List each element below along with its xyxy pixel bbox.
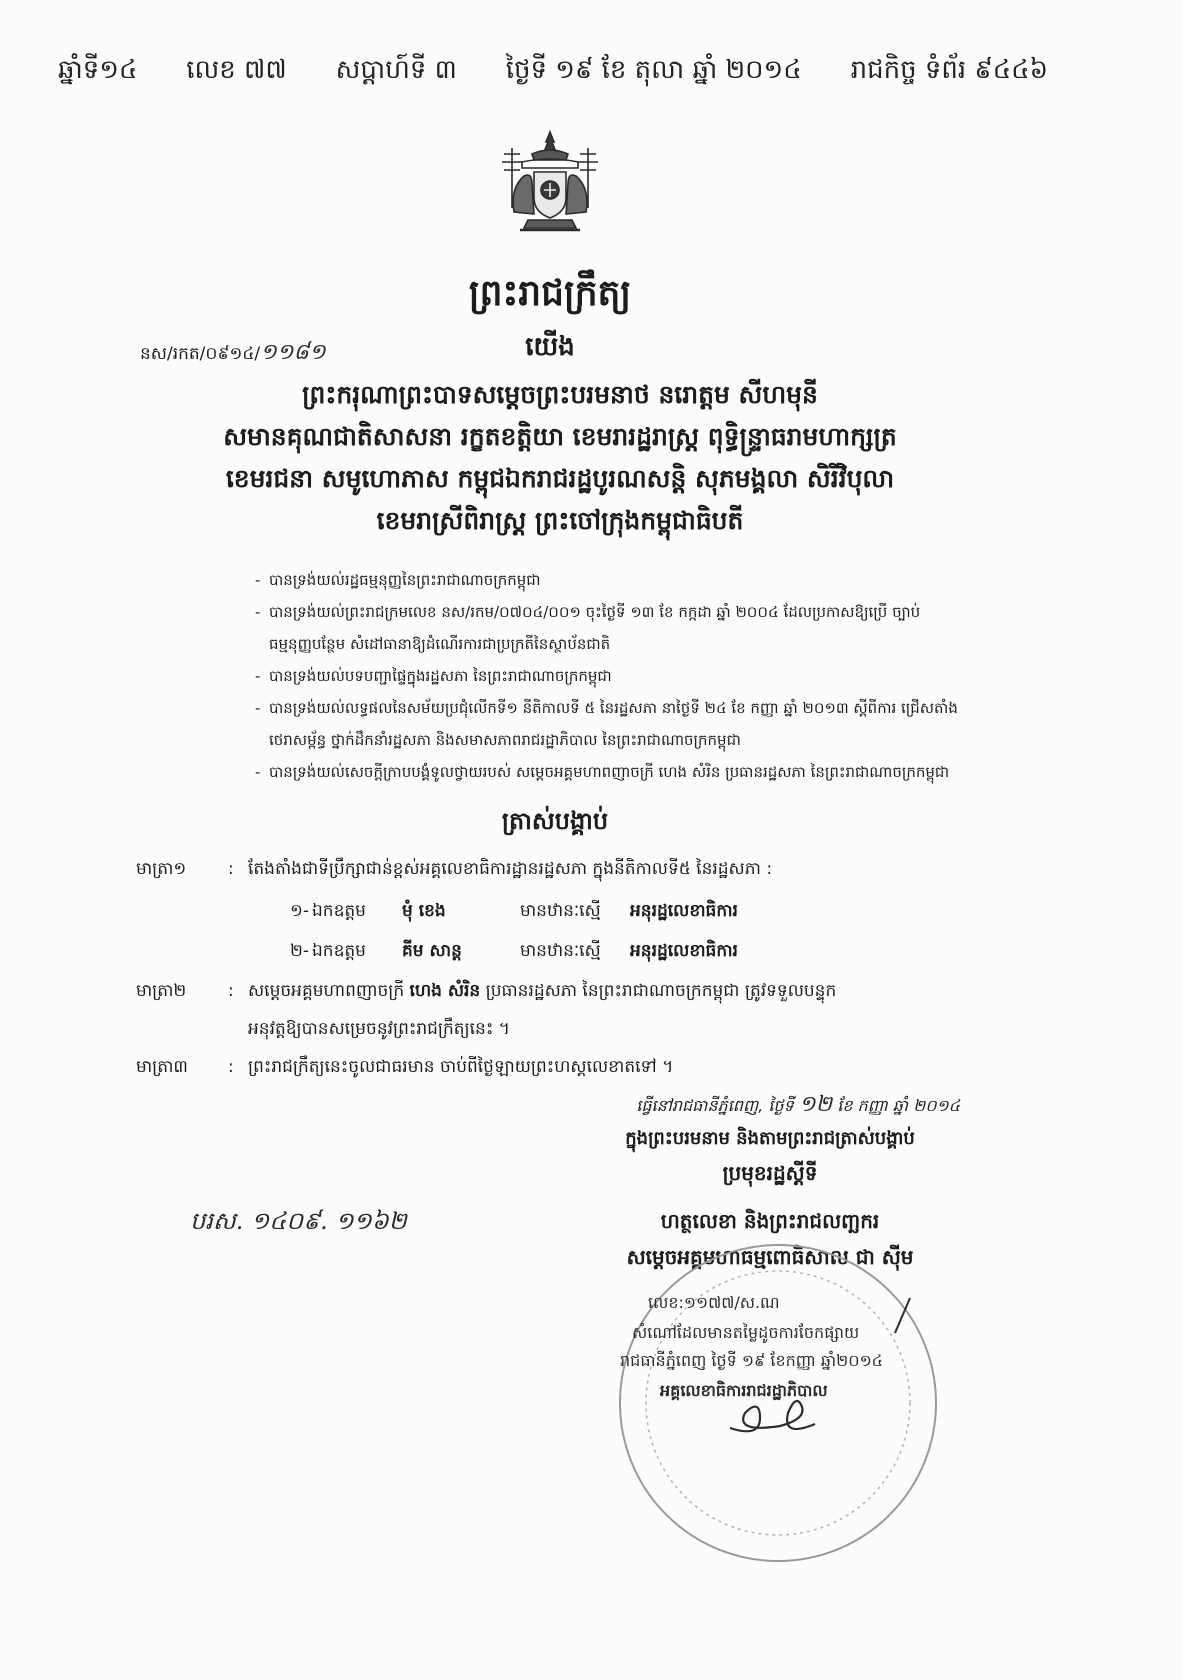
we-heading: យើង (525, 332, 575, 362)
decree-number-prefix: នស/រកត/០៩១៤/ (140, 344, 261, 364)
seal-label: ហត្ថលេខា និងព្រះរាជលញ្ឆករ (660, 1209, 880, 1233)
consideration-text: បានទ្រង់យល់លទ្ធផលនៃសម័យប្រជុំលើកទី១ នីតិកាលទី ៥ នៃរដ្ឋសភា នាថ្ងៃទី ២៤ ខែ កញ្ញា ឆ្នាំ ២០១៣ ស្តីពីការ ជ្រើសតាំងថេរាសម្ព័ន្ធ ថ្នាក់ដឹកនាំរដ្ឋសភា និងសមាសភាពរាជរដ្ឋាភិបាល នៃព្រះរាជាណាចក្រកម្ពុជា (269, 699, 958, 749)
appointee-index: ២- (290, 941, 310, 961)
consideration-text: បានទ្រង់យល់រដ្ឋធម្មនុញ្ញនៃព្រះរាជាណាចក្រកម្ពុជា (269, 571, 541, 589)
consideration-text: បានទ្រង់យល់សេចក្តីក្រាបបង្គំទូលថ្វាយរបស់ សម្តេចអគ្គមហាពញាចក្រី ហេង សំរិន ប្រធានរដ្ឋសភា នៃព្រះរាជាណាចក្រកម្ពុជា (269, 763, 950, 781)
stamp-line-certified-copy: សំណៅដែលមានតម្លៃដូចការចែកផ្សាយ (632, 1323, 860, 1342)
article-label: មាត្រា២ (136, 981, 187, 1001)
consideration-item (255, 756, 960, 788)
acting-head-of-state: ប្រមុខរដ្ឋស្តីទី (722, 1161, 818, 1185)
article-2-continuation: អនុវត្តឱ្យបានសម្រេចនូវព្រះរាជក្រឹត្យនេះ ។ (248, 1019, 510, 1039)
stamp-number: លេខ:១១៧៧/ស.ណ (648, 1293, 780, 1312)
appointee-name: គីម សាន្ត (402, 941, 462, 961)
signature (730, 1401, 815, 1431)
king-title-line: សមានគុណជាតិសាសនា រក្ខតខត្តិយា ខេមរារដ្ឋរាស្ត្រ ពុទ្ធិន្ទ្រាធរាមហាក្សត្រ (223, 422, 897, 451)
consideration-text: បានទ្រង់យល់ព្រះរាជក្រមលេខ នស/រកម/០៧០៤/០០១ ចុះថ្ងៃទី ១៣ ខែ កក្កដា ឆ្នាំ ២០០៤ ដែលប្រកាសឱ្យប្រើ ច្បាប់ធម្មនុញ្ញបន្ថែម សំដៅធានាឱ្យដំណើរការជាប្រក្រតីនៃស្ថាប័នជាតិ (269, 603, 921, 653)
bullet-marker: - (255, 763, 261, 781)
decree-number (140, 338, 326, 370)
margin-note-handwritten: បរស. ១៤០៩. ១១៦២ (190, 1207, 407, 1235)
in-name-of: ក្នុងព្រះបរមនាម និងតាមព្រះរាជត្រាស់បង្គាប់ (625, 1128, 915, 1149)
decree-number-handwritten: ១១៨១ (260, 340, 326, 365)
bullet-marker: - (255, 571, 261, 589)
article-text-before: សម្តេចអគ្គមហាពញាចក្រី (248, 981, 405, 1001)
appointee-row (290, 892, 810, 930)
consideration-item (255, 692, 960, 756)
article-1 (136, 850, 1096, 888)
article-separator: : (228, 981, 234, 1001)
appointee-title: ឯកឧត្តម (312, 941, 366, 961)
president-name: ហេង សំរិន (409, 981, 481, 1001)
order-heading: ត្រាស់បង្គាប់ (501, 807, 609, 835)
appointee-rank: អនុរដ្ឋលេខាធិការ (630, 901, 738, 921)
article-label: មាត្រា៣ (136, 1057, 188, 1077)
gazette-page: រាជកិច្ច ទំព័រ ៩៤៤៦ (850, 55, 1048, 85)
article-text: តែងតាំងជាទីប្រឹក្សាជាន់ខ្ពស់អគ្គលេខាធិការដ្ឋានរដ្ឋសភា ក្នុងនីតិកាលទី៥ នៃរដ្ឋសភា : (248, 859, 773, 879)
appointee-rank-label: មានឋានៈស្មើ (520, 941, 601, 961)
king-title-line: ខេមរាស្រីពិរាស្ត្រ ព្រះចៅក្រុងកម្ពុជាធិបតី (376, 506, 744, 535)
considerations-list (255, 564, 960, 788)
stamp-line-office: អគ្គលេខាធិការរាជរដ្ឋាភិបាល (660, 1381, 828, 1400)
article-text-after: ប្រធានរដ្ឋសភា នៃព្រះរាជាណាចក្រកម្ពុជា ត្រូវទទួលបន្ទុក (485, 981, 837, 1001)
place-date-prefix: ធ្វើនៅរាជធានីភ្នំពេញ, ថ្ងៃទី (636, 1096, 794, 1115)
article-separator: : (228, 1057, 234, 1077)
appointee-title: ឯកឧត្តម (312, 901, 366, 921)
crown-icon (544, 132, 556, 152)
king-titles (170, 374, 950, 542)
appointee-row (290, 932, 810, 970)
day-handwritten: ១២ (798, 1092, 833, 1117)
bullet-marker: - (255, 603, 261, 621)
appointee-name: មុំ ខេង (402, 901, 446, 921)
signatory: សម្តេចអគ្គមហាធម្មពោធិសាល ជា ស៊ីម (626, 1245, 914, 1269)
appointee-rank: អនុរដ្ឋលេខាធិការ (630, 941, 738, 961)
gazette-year: ឆ្នាំទី១៤ (58, 55, 138, 85)
article-text (248, 972, 836, 1010)
gazette-issue: លេខ ៧៧ (186, 55, 287, 85)
royal-coat-of-arms-icon (492, 128, 608, 240)
article-label: មាត្រា១ (136, 859, 187, 879)
king-title-line: ខេមរជនា សមូហោភាស កម្ពុជឯករាជរដ្ឋបូរណសន្តិ សុភមង្គលា សិរីវិបុលា (225, 464, 895, 493)
gazette-date: ថ្ងៃទី ១៩ ខែ តុលា ឆ្នាំ ២០១៤ (505, 55, 802, 85)
signature-mark (895, 1298, 910, 1333)
appointee-rank-label: មានឋានៈស្មើ (520, 901, 601, 921)
gazette-week: សប្តាហ៍ទី ៣ (335, 55, 457, 85)
decree-title: ព្រះរាជក្រឹត្យ (468, 273, 632, 314)
elephant-right-icon (566, 175, 587, 214)
article-2 (136, 972, 1096, 1010)
appointee-index: ១- (290, 901, 310, 921)
consideration-text: បានទ្រង់យល់បទបញ្ជាផ្ទៃក្នុងរដ្ឋសភា នៃព្រះរាជាណាចក្រកម្ពុជា (269, 667, 612, 685)
bullet-marker: - (255, 667, 261, 685)
consideration-item (255, 596, 960, 660)
place-and-date (560, 1090, 960, 1122)
lion-left-icon (513, 175, 534, 214)
gazette-header (58, 50, 1048, 94)
bullet-marker: - (255, 699, 261, 717)
place-date-suffix: ខែ កញ្ញា ឆ្នាំ ២០១៤ (837, 1096, 960, 1115)
stamp-line-date: រាជធានីភ្នំពេញ ថ្ងៃទី ១៩ ខែកញ្ញា ឆ្នាំ២០១៤ (620, 1351, 883, 1370)
article-text: ព្រះរាជក្រឹត្យនេះចូលជាធរមាន ចាប់ពីថ្ងៃឡាយព្រះហស្តលេខាតទៅ ។ (248, 1057, 674, 1077)
article-3 (136, 1048, 1096, 1086)
king-title-line: ព្រះករុណាព្រះបាទសម្តេចព្រះបរមនាថ នរោត្តម សីហមុនី (302, 380, 818, 409)
article-separator: : (228, 859, 234, 879)
consideration-item (255, 564, 960, 596)
consideration-item (255, 660, 960, 692)
